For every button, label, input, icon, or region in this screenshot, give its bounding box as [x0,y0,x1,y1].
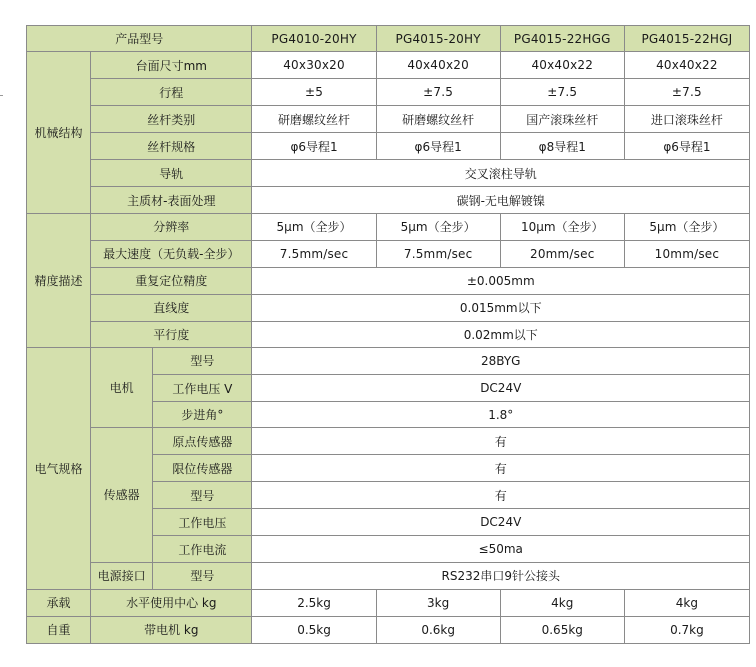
cell: 40x40x22 [500,52,624,79]
cell: 10mm/sec [624,240,749,267]
table-row [27,267,750,294]
cell: 研磨螺纹丝杆 [376,106,500,133]
row-label: 限位传感器 [153,455,252,482]
cell: 进口滚珠丝杆 [624,106,749,133]
cell: 0.7kg [624,616,749,643]
section-precision: 精度描述 [27,213,91,347]
row-label: 型号 [153,562,252,589]
cell: 0.65kg [500,616,624,643]
row-label: 带电机 kg [91,616,252,643]
cell: 3kg [376,589,500,616]
cell: 4kg [624,589,749,616]
spec-table [26,25,750,644]
row-label: 台面尺寸mm [91,52,252,79]
table-row [27,321,750,347]
table-row [27,347,750,374]
row-label: 丝杆规格 [91,133,252,160]
cell: ±5 [252,79,376,106]
cell: 5μm（全步） [376,213,500,240]
cell: ±7.5 [376,79,500,106]
cell: 40x40x20 [376,52,500,79]
section-load: 承载 [27,589,91,616]
table-row [27,562,750,589]
row-label: 型号 [153,347,252,374]
cell: ±7.5 [500,79,624,106]
row-label: 分辨率 [91,213,252,240]
cell: RS232串口9针公接头 [252,562,750,589]
table-row [27,106,750,133]
cell: DC24V [252,375,750,402]
cell: 40x40x22 [624,52,749,79]
row-label: 水平使用中心 kg [91,589,252,616]
section-mech: 机械结构 [27,52,91,213]
table-row [27,616,750,643]
table-row [27,133,750,160]
table-row [27,428,750,455]
row-label: 重复定位精度 [91,267,252,294]
cell: ±7.5 [624,79,749,106]
cell: φ6导程1 [624,133,749,160]
cell: 40x30x20 [252,52,376,79]
cell: 20mm/sec [500,240,624,267]
section-electrical: 电气规格 [27,347,91,589]
table-row [27,187,750,213]
cell: 10μm（全步） [500,213,624,240]
cell: 碳钢-无电解镀镍 [252,187,750,213]
table-row [27,294,750,321]
row-label: 步进角° [153,402,252,428]
cell: 有 [252,428,750,455]
cell: 7.5mm/sec [252,240,376,267]
cell: 交叉滚柱导轨 [252,160,750,187]
table-row [27,52,750,79]
row-label: 工作电压 [153,509,252,536]
cell: 国产滚珠丝杆 [500,106,624,133]
cell: φ6导程1 [252,133,376,160]
header-row [27,26,750,52]
row-label: 丝杆类别 [91,106,252,133]
cell: ±0.005mm [252,267,750,294]
cell: 1.8° [252,402,750,428]
cell: 有 [252,482,750,509]
group-sensor: 传感器 [91,428,153,562]
row-label: 最大速度（无负载-全步） [91,240,252,267]
row-label: 导轨 [91,160,252,187]
model-header: PG4015-22HGG [500,26,624,52]
cell: 5μm（全步） [252,213,376,240]
table-row [27,589,750,616]
cell: 研磨螺纹丝杆 [252,106,376,133]
section-weight: 自重 [27,616,91,643]
cell: 4kg [500,589,624,616]
cell: 0.02mm以下 [252,321,750,347]
cell: 28BYG [252,347,750,374]
row-label: 工作电流 [153,536,252,562]
cell: 7.5mm/sec [376,240,500,267]
cell: ≤50ma [252,536,750,562]
row-label: 工作电压 V [153,375,252,402]
row-label: 行程 [91,79,252,106]
model-header: PG4015-22HGJ [624,26,749,52]
cell: 有 [252,455,750,482]
cell: 0.5kg [252,616,376,643]
left-edge-mark [0,95,3,96]
header-label: 产品型号 [27,26,252,52]
cell: 0.6kg [376,616,500,643]
model-header: PG4015-20HY [376,26,500,52]
cell: DC24V [252,509,750,536]
table-row [27,240,750,267]
cell: φ6导程1 [376,133,500,160]
model-header: PG4010-20HY [252,26,376,52]
cell: φ8导程1 [500,133,624,160]
group-power: 电源接口 [91,562,153,589]
group-motor: 电机 [91,347,153,427]
row-label: 原点传感器 [153,428,252,455]
row-label: 平行度 [91,321,252,347]
table-row [27,79,750,106]
cell: 2.5kg [252,589,376,616]
row-label: 直线度 [91,294,252,321]
table-row [27,213,750,240]
table-row [27,160,750,187]
cell: 0.015mm以下 [252,294,750,321]
row-label: 主质材-表面处理 [91,187,252,213]
cell: 5μm（全步） [624,213,749,240]
row-label: 型号 [153,482,252,509]
